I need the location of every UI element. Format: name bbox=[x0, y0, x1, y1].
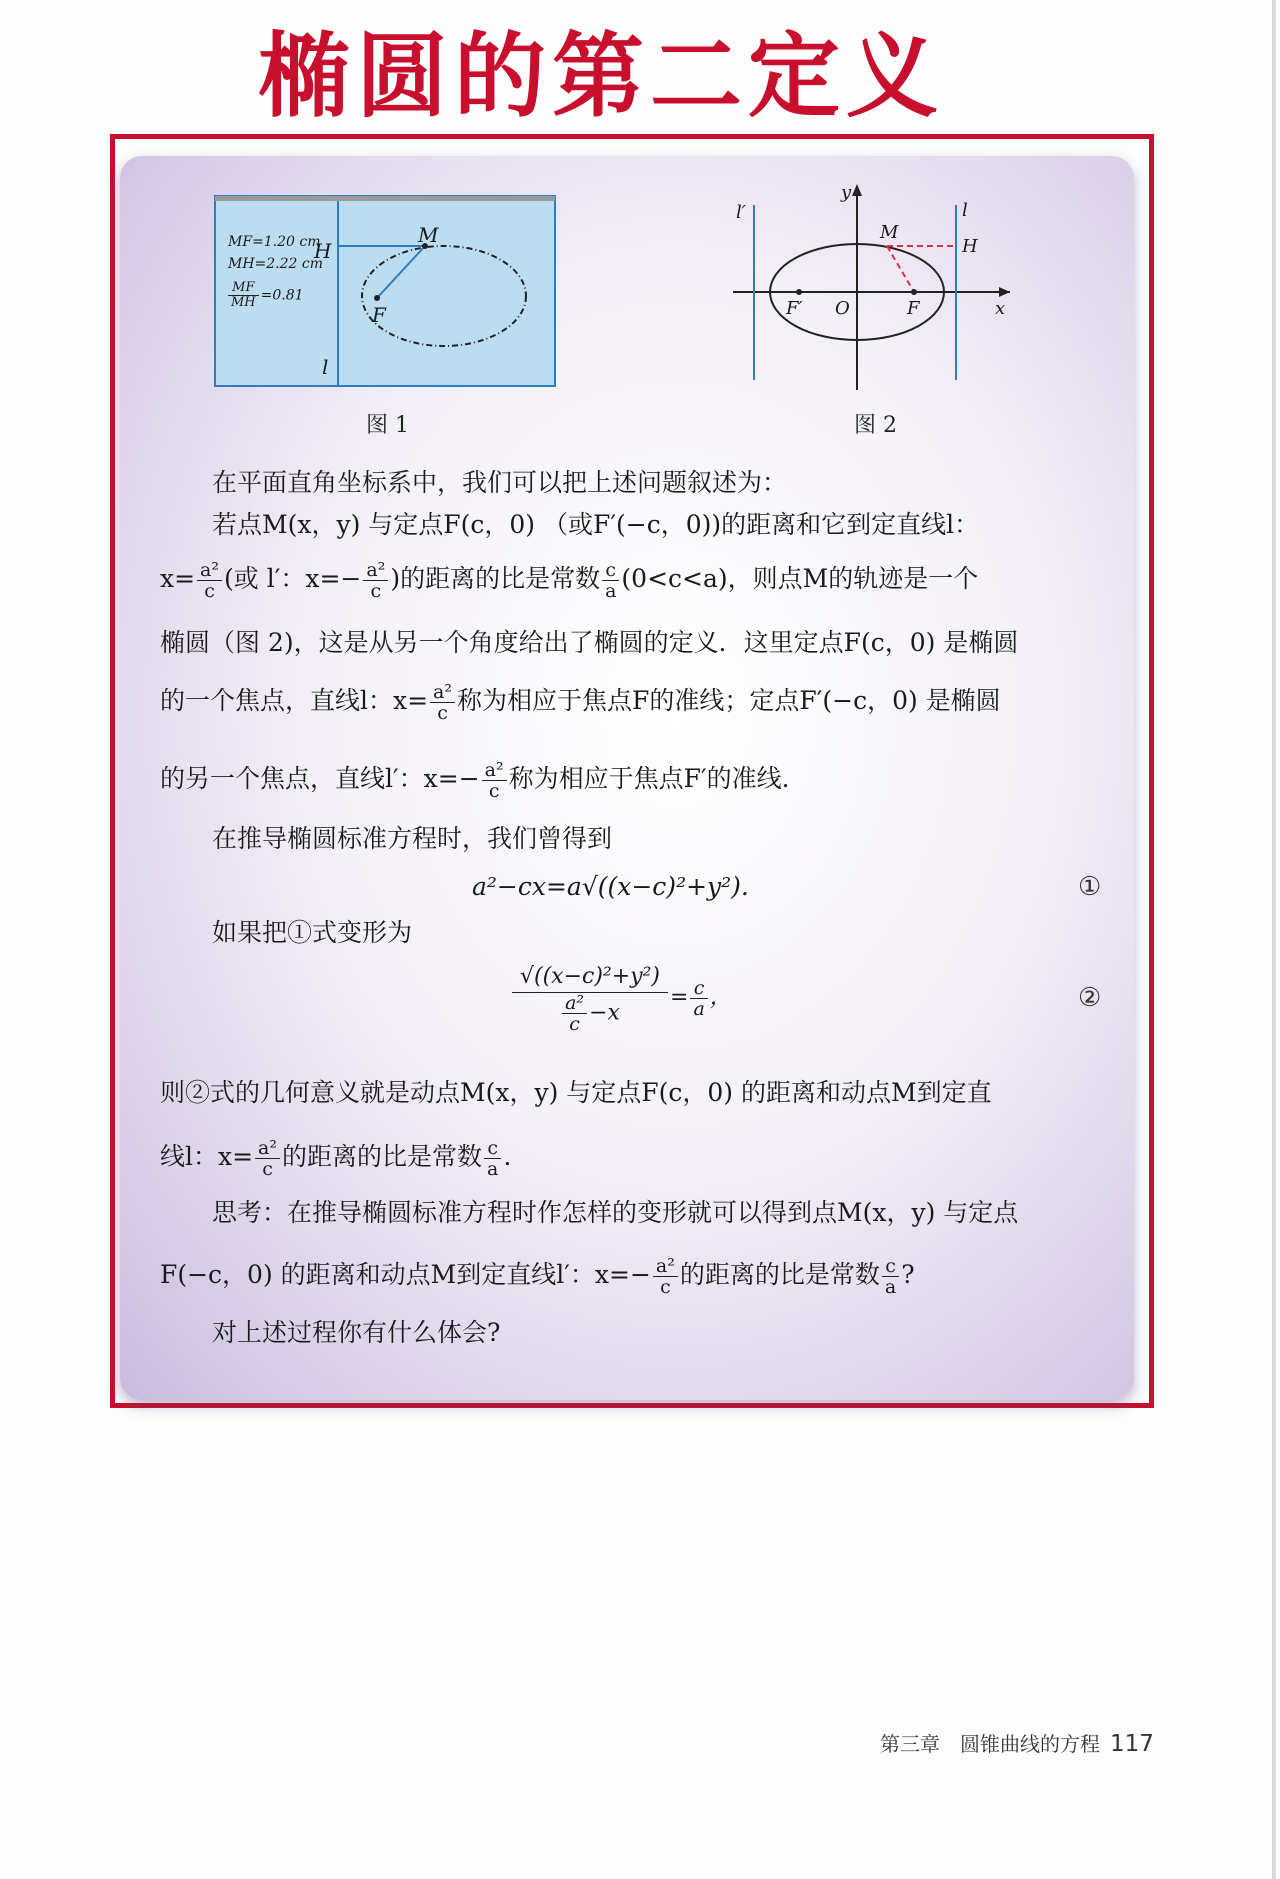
paragraph-line-6 bbox=[160, 760, 790, 801]
frac-den: a bbox=[884, 1276, 897, 1298]
paragraph-line-11: 思考：在推导椭圆标准方程时作怎样的变形就可以得到点M(x，y) 与定点 bbox=[212, 1198, 1019, 1227]
p3-part-a: x= bbox=[160, 564, 196, 593]
frac-den: c bbox=[660, 1276, 671, 1298]
frac-den: c bbox=[204, 580, 215, 602]
eq2-main-fraction bbox=[512, 962, 668, 1034]
frac-num: a² bbox=[482, 760, 507, 781]
frac-num: a² bbox=[363, 560, 388, 581]
frac-den: c bbox=[437, 702, 448, 724]
frac-a2-over-c-6 bbox=[653, 1256, 678, 1297]
frac-den: c bbox=[262, 1158, 273, 1180]
frac-a2-over-c-2 bbox=[363, 560, 388, 601]
paragraph-intro: 在平面直角坐标系中，我们可以把上述问题叙述为： bbox=[212, 468, 788, 497]
p5-part-b: 称为相应于焦点F的准线；定点F′(−c，0) 是椭圆 bbox=[457, 686, 1001, 715]
p5-part-a: 的一个焦点，直线l：x= bbox=[160, 686, 429, 715]
paragraph-line-10 bbox=[160, 1138, 511, 1179]
frac-num: c bbox=[882, 1256, 899, 1277]
fig1-ratio-fraction bbox=[228, 281, 259, 310]
p3-part-b: (或 l′：x=− bbox=[224, 564, 362, 593]
paragraph-line-5 bbox=[160, 682, 1001, 723]
page-number: 117 bbox=[1110, 1731, 1154, 1757]
frac-den: c bbox=[370, 580, 382, 602]
frac-num: a² bbox=[255, 1138, 280, 1159]
p12-part-a: F(−c，0) 的距离和动点M到定直线l′：x=− bbox=[160, 1260, 651, 1289]
fig2-label-y: y bbox=[841, 182, 852, 203]
paragraph-line-8: 如果把①式变形为 bbox=[212, 918, 413, 947]
frac-den: a bbox=[487, 1158, 499, 1180]
fig2-label-m: M bbox=[880, 222, 899, 243]
fig1-ratio-value: =0.81 bbox=[260, 287, 304, 304]
frac-c-over-a-2 bbox=[484, 1138, 501, 1179]
fig2-label-x: x bbox=[995, 298, 1006, 319]
figure-2-caption: 图 2 bbox=[854, 413, 897, 438]
eq2-den-fraction bbox=[562, 993, 587, 1034]
equation-2-number: ② bbox=[1078, 983, 1102, 1013]
eq2-den-tail: −x bbox=[589, 1000, 620, 1026]
page-title: 椭圆的第二定义 bbox=[258, 23, 945, 130]
frac-c-over-a bbox=[602, 560, 619, 601]
equation-2: √((x−c)²+y²) $\frac{\text{a²}}{c}$ −x = $\frac{c}{a}$ ， bbox=[510, 962, 732, 1034]
p3-part-d: (0<c<a)，则点M的轨迹是一个 bbox=[621, 564, 979, 593]
fig2-label-f-prime: F′ bbox=[786, 298, 803, 319]
fig2-label-f: F bbox=[907, 298, 920, 319]
frac-num: a² bbox=[653, 1256, 678, 1277]
p12-part-c: ? bbox=[901, 1260, 915, 1289]
equation-1-number: ① bbox=[1078, 872, 1102, 902]
frac-num: c bbox=[602, 560, 619, 581]
frac-num: a² bbox=[197, 560, 222, 581]
fig2-label-h: H bbox=[962, 236, 978, 257]
paragraph-line-4: 椭圆（图 2)，这是从另一个角度给出了椭圆的定义．这里定点F(c，0) 是椭圆 bbox=[160, 628, 1019, 657]
eq2-equals: = bbox=[670, 985, 689, 1010]
fig1-label-f: F bbox=[372, 303, 386, 327]
frac-den: c bbox=[488, 780, 500, 802]
frac-num: c bbox=[484, 1138, 501, 1159]
fig1-ratio-den: MH bbox=[231, 295, 256, 310]
figure-2-y-arrow bbox=[852, 184, 862, 196]
paragraph-line-12 bbox=[160, 1256, 915, 1297]
footer-chapter: 第三章 圆锥曲线的方程 bbox=[880, 1732, 1100, 1756]
frac-num: c bbox=[690, 978, 707, 999]
p10-part-a: 线l：x= bbox=[160, 1142, 254, 1171]
fig1-readout-mf: MF=1.20 cm bbox=[228, 234, 321, 250]
paragraph-line-3 bbox=[160, 560, 978, 601]
frac-a2-over-c-3 bbox=[430, 682, 455, 723]
figure-1-caption: 图 1 bbox=[366, 413, 409, 438]
frac-den: a bbox=[693, 997, 705, 1020]
equation-1: a²−cx=a√((x−c)²+y²). bbox=[472, 872, 749, 901]
frac-num: a² bbox=[430, 682, 455, 703]
fig1-label-l: l bbox=[322, 355, 329, 379]
eq2-rhs-fraction bbox=[690, 978, 707, 1019]
eq2-denominator bbox=[512, 993, 668, 1034]
frac-a2-over-c-5 bbox=[255, 1138, 280, 1179]
frac-c-over-a-3 bbox=[882, 1256, 899, 1297]
page-footer bbox=[880, 1728, 1154, 1757]
fig2-label-o: O bbox=[835, 298, 850, 319]
p3-part-c: )的距离的比是常数 bbox=[390, 564, 601, 593]
fig1-label-h: H bbox=[314, 239, 332, 263]
fig1-readout-ratio bbox=[226, 281, 304, 310]
frac-den: c bbox=[569, 1013, 580, 1035]
frac-den: a bbox=[605, 580, 617, 602]
eq2-numerator: √((x−c)²+y²) bbox=[512, 962, 668, 993]
figure-2 bbox=[733, 184, 1010, 390]
p12-part-b: 的距离的比是常数 bbox=[679, 1260, 880, 1289]
frac-num: a² bbox=[562, 993, 587, 1014]
p10-part-b: 的距离的比是常数 bbox=[282, 1142, 483, 1171]
paragraph-line-13: 对上述过程你有什么体会? bbox=[212, 1318, 501, 1347]
figure-1-top-bar bbox=[215, 196, 555, 201]
paragraph-line-7: 在推导椭圆标准方程时，我们曾得到 bbox=[212, 824, 613, 853]
paragraph-line-2: 若点M(x，y) 与定点F(c，0) （或F′(−c，0))的距离和它到定直线l： bbox=[212, 510, 980, 539]
fig1-label-m: M bbox=[418, 223, 439, 247]
p6-part-a: 的另一个焦点，直线l′：x=− bbox=[160, 764, 480, 793]
fig2-label-l: l bbox=[962, 200, 968, 221]
frac-a2-over-c bbox=[197, 560, 222, 601]
frac-a2-over-c-4 bbox=[482, 760, 507, 801]
fig1-ratio-num: MF bbox=[228, 281, 259, 296]
paragraph-line-9: 则②式的几何意义就是动点M(x，y) 与定点F(c，0) 的距离和动点M到定直 bbox=[160, 1078, 992, 1107]
p10-part-c: . bbox=[503, 1142, 512, 1171]
fig1-readout-mh: MH=2.22 cm bbox=[228, 256, 324, 272]
p6-part-b: 称为相应于焦点F′的准线. bbox=[508, 764, 790, 793]
fig2-label-l-prime: l′ bbox=[736, 202, 746, 223]
